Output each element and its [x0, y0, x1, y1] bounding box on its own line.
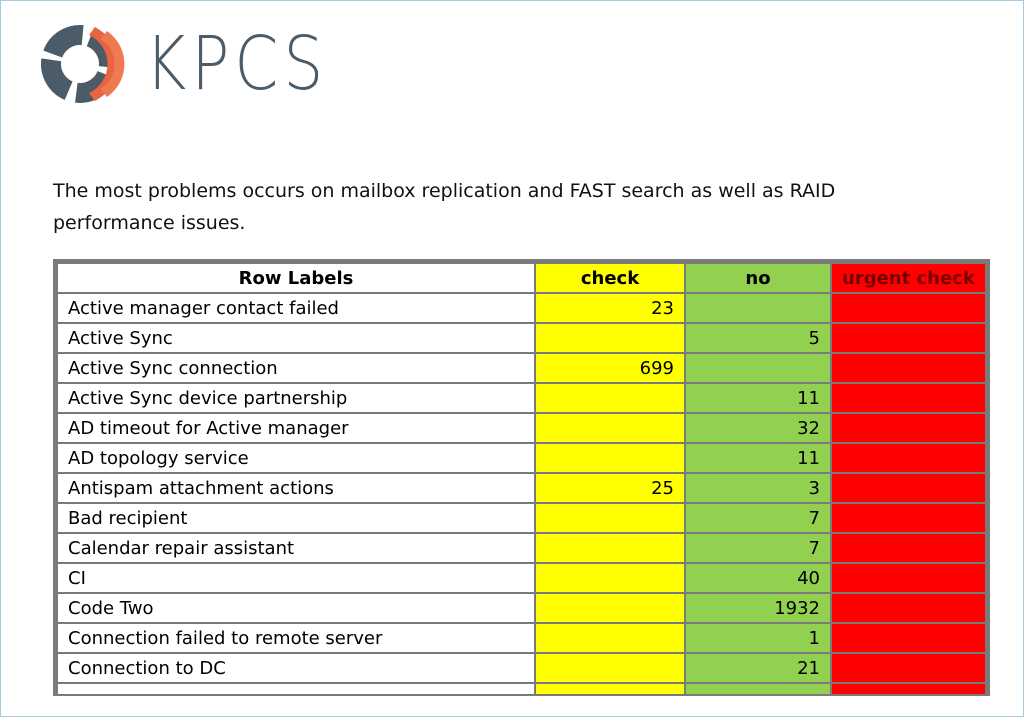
- urgent-value: [831, 593, 986, 623]
- table-row: [57, 353, 986, 383]
- row-label: AD timeout for Active manager: [57, 413, 535, 443]
- table-row: [57, 473, 986, 503]
- table-row: [57, 533, 986, 563]
- row-label: Connection failed to remote server: [57, 623, 535, 653]
- check-value: [535, 563, 685, 593]
- no-value: 40: [685, 563, 831, 593]
- urgent-value: [831, 533, 986, 563]
- check-value: [535, 413, 685, 443]
- no-value: 1932: [685, 593, 831, 623]
- urgent-value: [831, 683, 986, 695]
- urgent-value: [831, 293, 986, 323]
- row-label: AD topology service: [57, 443, 535, 473]
- row-label: [57, 683, 535, 695]
- intro-paragraph: The most problems occurs on mailbox replication and FAST search as well as RAID performance issues.: [53, 180, 836, 234]
- no-value: 32: [685, 413, 831, 443]
- no-value: 5: [685, 323, 831, 353]
- table-row-cut-off: [57, 683, 986, 695]
- pivot-table-grid: [56, 262, 987, 696]
- no-value: 1: [685, 623, 831, 653]
- row-label: Active Sync device partnership: [57, 383, 535, 413]
- check-value: [535, 623, 685, 653]
- check-value: [535, 323, 685, 353]
- row-label: CI: [57, 563, 535, 593]
- row-label: Connection to DC: [57, 653, 535, 683]
- check-value: 699: [535, 353, 685, 383]
- check-value: 25: [535, 473, 685, 503]
- urgent-value: [831, 653, 986, 683]
- row-label: Antispam attachment actions: [57, 473, 535, 503]
- table-row: [57, 383, 986, 413]
- check-value: [535, 653, 685, 683]
- urgent-value: [831, 473, 986, 503]
- row-label: Code Two: [57, 593, 535, 623]
- row-label: Calendar repair assistant: [57, 533, 535, 563]
- header-row: [57, 263, 986, 293]
- no-value: [685, 683, 831, 695]
- no-value: 7: [685, 533, 831, 563]
- table-row: [57, 653, 986, 683]
- no-value: [685, 353, 831, 383]
- header-check: check: [535, 263, 685, 293]
- urgent-value: [831, 383, 986, 413]
- urgent-value: [831, 623, 986, 653]
- kpcs-logo-icon: [35, 19, 135, 109]
- urgent-value: [831, 443, 986, 473]
- table-row: [57, 443, 986, 473]
- header-urgent-check: urgent check: [831, 263, 986, 293]
- check-value: [535, 683, 685, 695]
- no-value: 11: [685, 443, 831, 473]
- no-value: 21: [685, 653, 831, 683]
- header-no: no: [685, 263, 831, 293]
- row-label: Active Sync connection: [57, 353, 535, 383]
- kpcs-logo: [35, 19, 361, 109]
- header-row-labels: Row Labels: [57, 263, 535, 293]
- check-value: [535, 533, 685, 563]
- table-row: [57, 503, 986, 533]
- urgent-value: [831, 503, 986, 533]
- no-value: 11: [685, 383, 831, 413]
- check-value: 23: [535, 293, 685, 323]
- table-row: [57, 593, 986, 623]
- urgent-value: [831, 323, 986, 353]
- row-label: Active manager contact failed: [57, 293, 535, 323]
- row-label: Bad recipient: [57, 503, 535, 533]
- table-row: [57, 293, 986, 323]
- check-value: [535, 503, 685, 533]
- check-value: [535, 383, 685, 413]
- table-row: [57, 623, 986, 653]
- check-value: [535, 593, 685, 623]
- urgent-value: [831, 353, 986, 383]
- table-row: [57, 413, 986, 443]
- table-row: [57, 323, 986, 353]
- pivot-table: [53, 259, 990, 696]
- urgent-value: [831, 563, 986, 593]
- no-value: [685, 293, 831, 323]
- no-value: 7: [685, 503, 831, 533]
- urgent-value: [831, 413, 986, 443]
- row-label: Active Sync: [57, 323, 535, 353]
- no-value: 3: [685, 473, 831, 503]
- table-row: [57, 563, 986, 593]
- check-value: [535, 443, 685, 473]
- logo-text: KPCS: [145, 21, 329, 107]
